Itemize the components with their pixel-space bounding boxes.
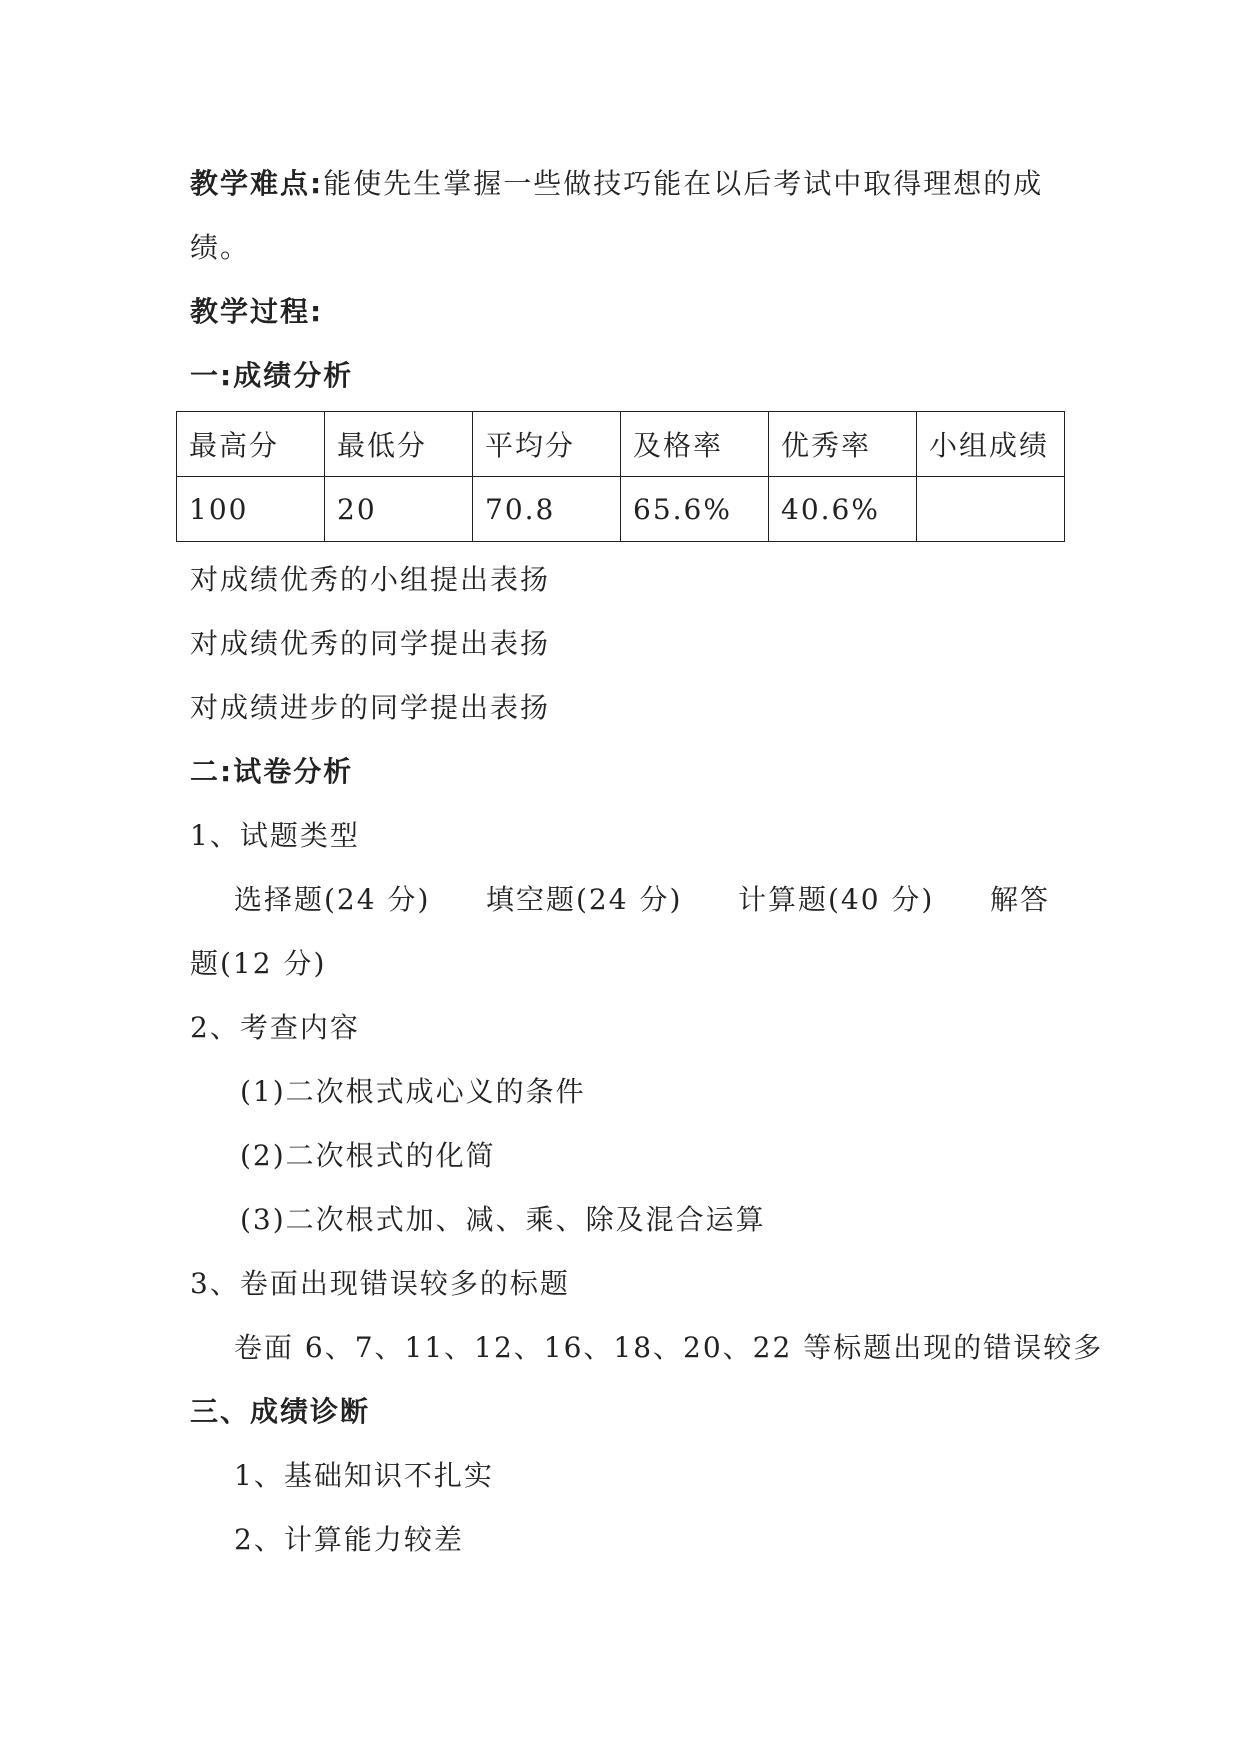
difficulty-line [190, 164, 1043, 204]
value-max-score: 100 [177, 477, 325, 542]
difficulty-label: 教学难点: [190, 167, 324, 200]
section1-heading: 一:成绩分析 [190, 359, 354, 392]
header-group-score: 小组成绩 [917, 412, 1065, 477]
header-max-score: 最高分 [177, 412, 325, 477]
header-excellent-rate: 优秀率 [769, 412, 917, 477]
content-item-3: (3)二次根式加、减、乘、除及混合运算 [240, 1203, 766, 1236]
value-excellent-rate: 40.6% [769, 477, 917, 542]
diagnosis-item-1: 1、基础知识不扎实 [234, 1459, 494, 1492]
content-item-2: (2)二次根式的化简 [240, 1139, 496, 1172]
value-min-score: 20 [325, 477, 473, 542]
header-average: 平均分 [473, 412, 621, 477]
type-calculation: 计算题(40 分) [737, 883, 935, 916]
header-pass-rate: 及格率 [621, 412, 769, 477]
value-pass-rate: 65.6% [621, 477, 769, 542]
content-item-1: (1)二次根式成心义的条件 [240, 1075, 586, 1108]
value-average: 70.8 [473, 477, 621, 542]
question-types-cont: 题(12 分) [190, 947, 327, 980]
difficulty-text-cont: 绩。 [190, 231, 251, 264]
content-title: 2、考查内容 [190, 1011, 360, 1044]
score-table-header-row [177, 412, 1065, 477]
value-group-score [917, 477, 1065, 542]
score-table-value-row [177, 477, 1065, 542]
praise-excellent-students: 对成绩优秀的同学提出表扬 [190, 627, 551, 660]
type-answer: 解答 [989, 883, 1050, 916]
type-fill-blank: 填空题(24 分) [485, 883, 683, 916]
errors-detail: 卷面 6、7、11、12、16、18、20、22 等标题出现的错误较多 [234, 1331, 1104, 1364]
praise-groups: 对成绩优秀的小组提出表扬 [190, 563, 551, 596]
question-types-title: 1、试题类型 [190, 819, 360, 852]
type-choice: 选择题(24 分) [234, 883, 431, 916]
question-types-list [234, 880, 1050, 920]
section2-heading: 二:试卷分析 [190, 755, 354, 788]
section3-heading: 三、成绩诊断 [190, 1395, 371, 1428]
score-table [176, 411, 1065, 542]
errors-title: 3、卷面出现错误较多的标题 [190, 1267, 570, 1300]
process-heading: 教学过程: [190, 295, 324, 328]
header-min-score: 最低分 [325, 412, 473, 477]
difficulty-text: 能使先生掌握一些做技巧能在以后考试中取得理想的成 [323, 167, 1044, 200]
praise-improved-students: 对成绩进步的同学提出表扬 [190, 691, 551, 724]
diagnosis-item-2: 2、计算能力较差 [234, 1523, 464, 1556]
